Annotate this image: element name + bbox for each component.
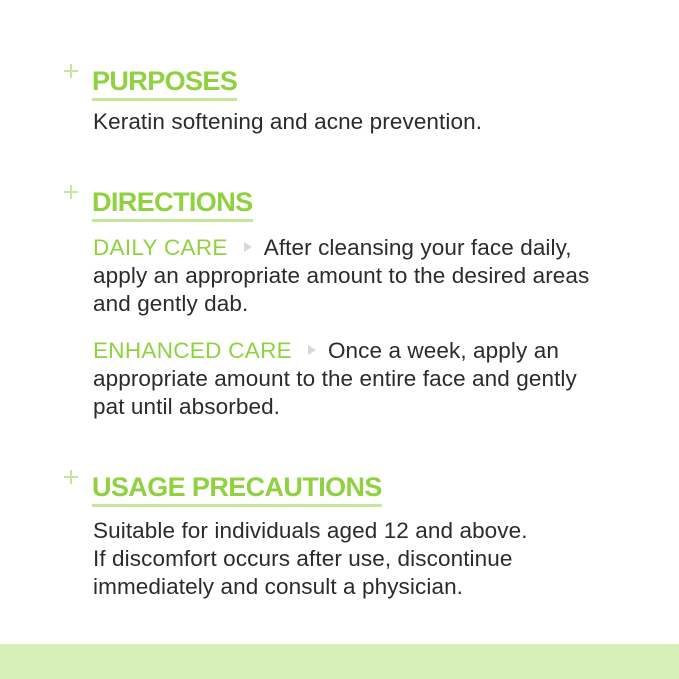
enhanced-care-label: ENHANCED CARE: [93, 338, 292, 363]
daily-care-label: DAILY CARE: [93, 235, 228, 260]
precautions-text: [93, 517, 568, 601]
directions-heading: DIRECTIONS: [92, 187, 253, 222]
precautions-line-2: If discomfort occurs after use, discontinue immediately and consult a physician.: [93, 546, 513, 599]
plus-icon: [64, 185, 78, 199]
purposes-text: [93, 108, 653, 136]
precautions-heading: USAGE PRECAUTIONS: [92, 472, 382, 507]
purposes-description: Keratin softening and acne prevention.: [93, 109, 483, 134]
enhanced-care-block: [93, 337, 608, 421]
plus-icon: [64, 470, 78, 484]
purposes-heading: PURPOSES: [92, 66, 237, 101]
plus-icon: [64, 64, 78, 78]
arrow-right-icon: [308, 345, 316, 355]
precautions-line-1: Suitable for individuals aged 12 and above.: [93, 518, 528, 543]
enhanced-care-text: Once a week, apply an appropriate amount to the entire face and gently pat until absorbed.: [93, 338, 577, 419]
footer-bar: [0, 644, 679, 679]
daily-care-block: [93, 234, 623, 318]
daily-care-text: After cleansing your face daily, apply an appropriate amount to the desired areas and gently dab.: [93, 235, 590, 316]
arrow-right-icon: [244, 242, 252, 252]
